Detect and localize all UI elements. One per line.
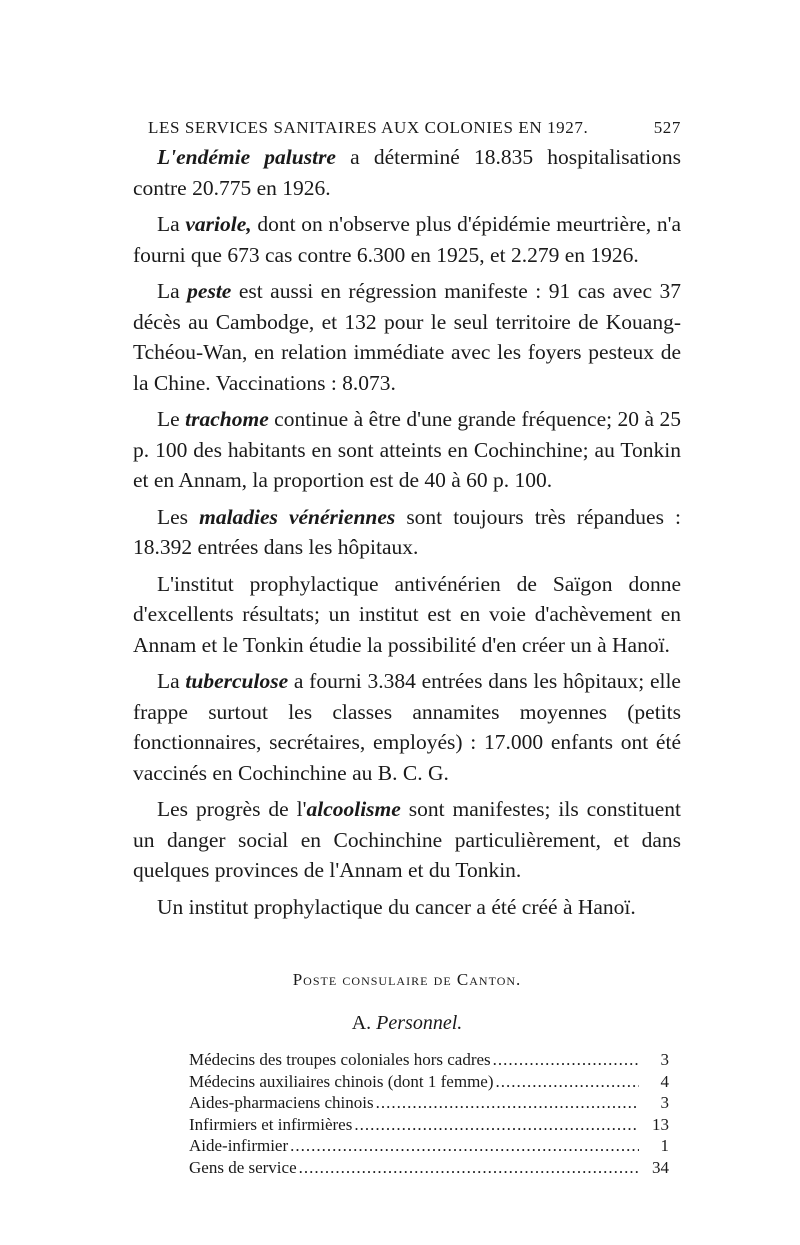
- paragraph-label: trachome: [185, 407, 269, 431]
- paragraph-veneriennes: [133, 502, 681, 563]
- paragraph-prefix: Le: [157, 407, 186, 431]
- staff-count: 34: [652, 1157, 669, 1177]
- paragraph-text: L'institut prophylactique antivénérien de Saïgon donne d'excellents résultats; un institut est en voie d'achèvement en Annam et le Tonkin étudie la possibilité d'en créer un à Hanoï.: [133, 571, 681, 657]
- paragraph-text: a déterminé 18.835 hospitalisations contre 20.775 en 1926.: [133, 145, 681, 200]
- paragraph-cancer: [133, 892, 681, 923]
- paragraph-prefix: La: [157, 669, 186, 693]
- section-title: Poste consulaire de Canton.: [292, 970, 522, 989]
- paragraph-text: a fourni 3.384 entrées dans les hôpitaux; elle frappe surtout les classes annamites moyennes (petits fonctionnaires, secrétaires, employés) : 17.000 enfants ont été vaccinés en Cochinchine au B. C. G.: [133, 669, 681, 785]
- subsection-label: Personnel.: [376, 1012, 463, 1034]
- paragraph-text: dont on n'observe plus d'épidémie meurtrière, n'a fourni que 673 cas contre 6.300 en 1925, et 2.279 en 1926.: [133, 212, 681, 267]
- staff-table: [189, 1049, 669, 1178]
- paragraph-prefix: Les: [157, 504, 200, 529]
- staff-label: Aide-infirmier: [189, 1136, 289, 1155]
- paragraph-text: sont toujours très répandues : 18.392 entrées dans les hôpitaux.: [133, 504, 681, 559]
- dot-leader: [496, 1071, 640, 1093]
- staff-row: [189, 1049, 669, 1071]
- paragraph-label: L'endémie palustre: [157, 145, 336, 169]
- dot-leader: [290, 1135, 639, 1157]
- document-page: [133, 112, 681, 1178]
- paragraph-label: tuberculose: [185, 669, 289, 693]
- paragraph-peste: [133, 276, 681, 398]
- dot-leader: [376, 1092, 639, 1114]
- paragraph-label: alcoolisme: [306, 797, 401, 821]
- paragraph-prefix: La: [157, 212, 186, 236]
- paragraph-text: continue à être d'une grande fréquence; 20 à 25 p. 100 des habitants en sont atteints en Cochinchine; au Tonkin et en Annam, la proportion est de 40 à 60 p. 100.: [133, 407, 681, 492]
- staff-row: [189, 1114, 669, 1136]
- paragraph-text: Un institut prophylactique du cancer a été créé à Hanoï.: [157, 894, 636, 919]
- paragraph-institut-saigon: [133, 569, 681, 661]
- paragraph-text: est aussi en régression manifeste : 91 cas avec 37 décès au Cambodge, et 132 pour le seul territoire de Kouang-Tchéou-Wan, en relation immédiate avec les foyers pesteux de la Chine. Vaccinations : 8.073.: [133, 279, 681, 395]
- dot-leader: [299, 1157, 639, 1179]
- staff-count: 3: [660, 1050, 669, 1069]
- running-header: [133, 112, 681, 142]
- staff-row: [189, 1135, 669, 1157]
- paragraph-label: peste: [187, 279, 232, 303]
- paragraph-label: maladies vénériennes: [199, 504, 396, 529]
- staff-count: 3: [660, 1093, 669, 1112]
- staff-row: [189, 1092, 669, 1114]
- running-title: LES SERVICES SANITAIRES AUX COLONIES EN 1927.: [148, 118, 589, 137]
- paragraph-alcoolisme: [133, 794, 681, 886]
- staff-label: Gens de service: [189, 1157, 297, 1177]
- page-number: 527: [653, 118, 681, 137]
- dot-leader: [493, 1049, 639, 1071]
- staff-label: Médecins auxiliaires chinois (dont 1 femme): [189, 1071, 494, 1091]
- dot-leader: [354, 1114, 639, 1136]
- staff-count: 1: [660, 1136, 669, 1155]
- paragraph-variole: [133, 209, 681, 270]
- staff-label: Infirmiers et infirmières: [189, 1114, 353, 1134]
- staff-count: 13: [652, 1114, 669, 1134]
- paragraph-prefix: Les progrès de l': [157, 797, 307, 821]
- subsection-letter: A.: [351, 1012, 377, 1034]
- staff-row: [189, 1071, 669, 1093]
- paragraph-tuberculose: [133, 666, 681, 788]
- staff-row: [189, 1157, 669, 1179]
- paragraph-paludisme: [133, 142, 681, 203]
- paragraph-prefix: La: [157, 279, 188, 303]
- staff-label: Aides-pharmaciens chinois: [189, 1093, 374, 1112]
- subsection-title: [133, 1012, 681, 1035]
- staff-label: Médecins des troupes coloniales hors cadres: [189, 1050, 491, 1069]
- staff-count: 4: [660, 1071, 669, 1091]
- paragraph-trachome: [133, 404, 681, 496]
- paragraph-label: variole,: [185, 212, 252, 236]
- paragraph-text: sont manifestes; ils constituent un danger social en Cochinchine particulièrement, et dans quelques provinces de l'Annam et du Tonkin.: [133, 797, 681, 882]
